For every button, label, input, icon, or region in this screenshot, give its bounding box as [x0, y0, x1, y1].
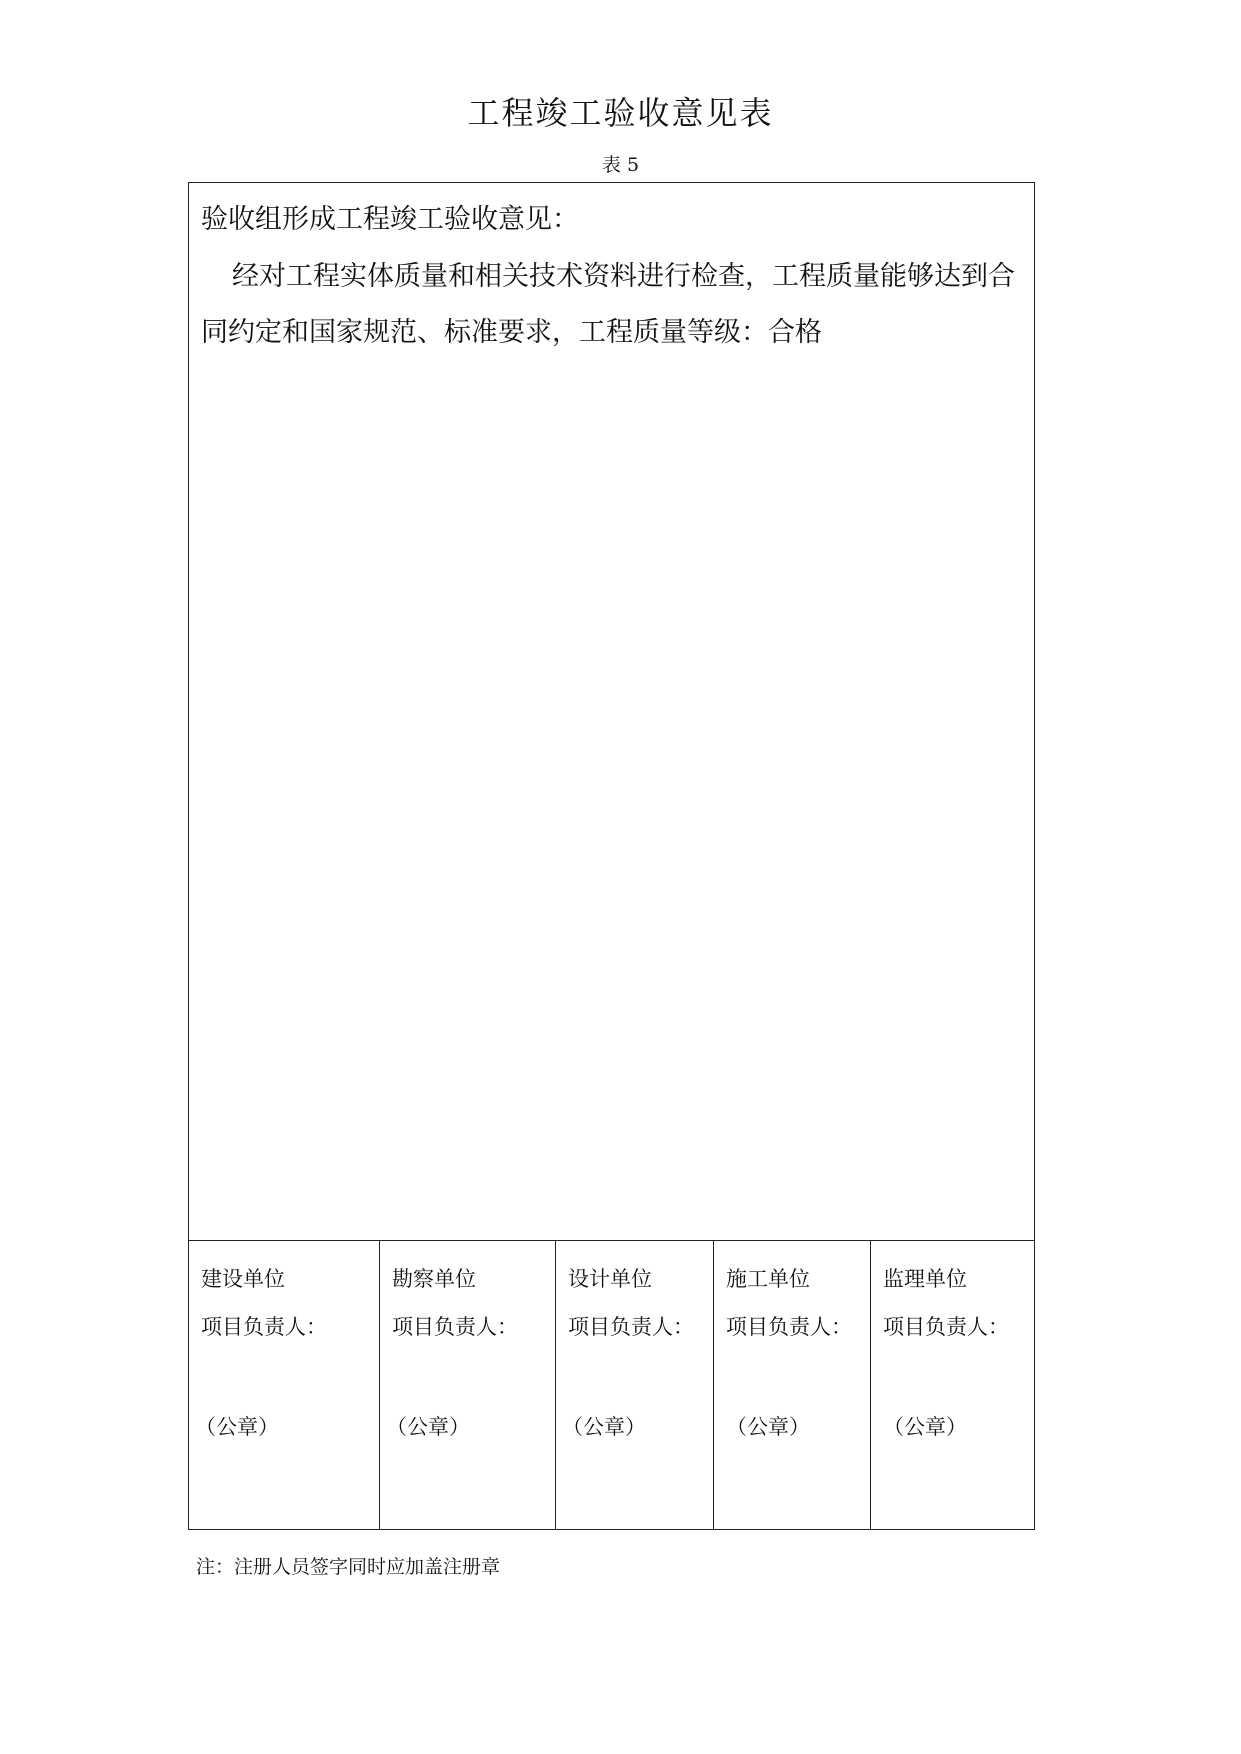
acceptance-form-table	[188, 182, 1035, 1530]
signature-cell-construction-owner	[189, 1241, 380, 1529]
signature-unit: 监理单位	[883, 1267, 967, 1291]
table-number: 表 5	[601, 154, 640, 176]
signature-unit: 建设单位	[201, 1267, 285, 1291]
signature-seal: （公章）	[883, 1415, 967, 1439]
signature-person-label: 项目负责人：	[883, 1315, 1009, 1339]
signature-person-label: 项目负责人：	[726, 1315, 852, 1339]
signature-cell-design	[556, 1241, 714, 1529]
opinion-heading: 验收组形成工程竣工验收意见：	[201, 204, 579, 235]
signature-seal: （公章）	[195, 1415, 279, 1439]
footnote: 注：注册人员签字同时应加盖注册章	[196, 1556, 501, 1578]
page-title: 工程竣工验收意见表	[467, 94, 774, 132]
signature-cell-survey	[380, 1241, 556, 1529]
signature-unit: 设计单位	[568, 1267, 652, 1291]
signature-person-label: 项目负责人：	[392, 1315, 518, 1339]
opinion-body: 经对工程实体质量和相关技术资料进行检查，工程质量能够达到合同约定和国家规范、标准要求，工程质量等级：合格	[201, 261, 1015, 348]
signature-row	[189, 1241, 1034, 1529]
signature-cell-supervision	[871, 1241, 1033, 1529]
opinion-cell	[189, 183, 1034, 1241]
signature-seal: （公章）	[386, 1415, 470, 1439]
signature-person-label: 项目负责人：	[568, 1315, 694, 1339]
signature-unit: 施工单位	[726, 1267, 810, 1291]
signature-seal: （公章）	[726, 1415, 810, 1439]
signature-unit: 勘察单位	[392, 1267, 476, 1291]
signature-cell-contractor	[714, 1241, 871, 1529]
signature-person-label: 项目负责人：	[201, 1315, 327, 1339]
signature-seal: （公章）	[562, 1415, 646, 1439]
